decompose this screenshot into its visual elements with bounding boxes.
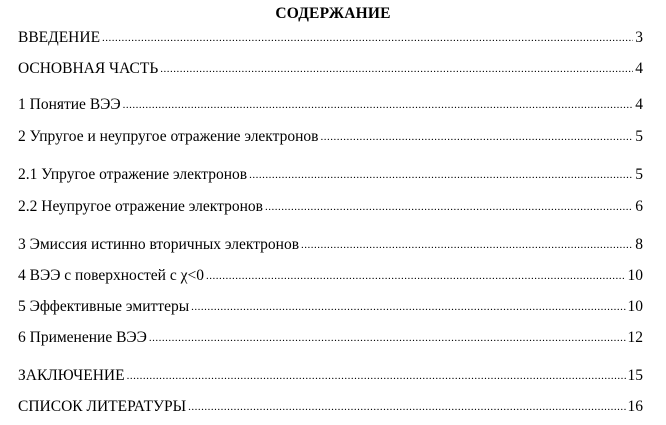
toc-page-number: 10 [627,298,643,315]
toc-page-number: 4 [635,60,643,77]
toc-entry-label: ОСНОВНАЯ ЧАСТЬ [18,60,159,77]
toc-entry-label: 5 Эффективные эмиттеры [18,298,190,315]
toc-dot-leader [206,266,626,286]
toc-entry-section-2 [18,127,643,148]
toc-entry-introduction [18,28,643,49]
toc-page-number: 8 [635,236,643,253]
toc-dot-leader [188,397,625,417]
toc-entry-label: 4 ВЭЭ с поверхностей с χ<0 [18,267,204,284]
toc-dot-leader [191,297,625,317]
toc-dot-leader [249,165,633,185]
toc-entry-section-2-2 [18,197,643,218]
toc-dot-leader [127,366,626,386]
toc-entry-label: 6 Применение ВЭЭ [18,329,147,346]
toc-page-number: 15 [627,367,643,384]
toc-entry-section-6 [18,328,643,349]
toc-entry-main-part [18,59,643,80]
toc-entry-conclusion [18,366,643,387]
toc-entry-label: СПИСОК ЛИТЕРАТУРЫ [18,398,187,415]
toc-entry-label: 2 Упругое и неупругое отражение электронов [18,128,319,145]
toc-dot-leader [102,28,633,48]
toc-dot-leader [301,235,633,255]
toc-page-number: 4 [635,96,643,113]
toc-entry-label: 3 Эмиссия истинно вторичных электронов [18,236,300,253]
toc-page-number: 10 [627,267,643,284]
toc-page-number: 6 [635,198,643,215]
toc-title: СОДЕРЖАНИЕ [275,5,391,22]
toc-entry-section-5 [18,297,643,318]
toc-page-number: 12 [627,329,643,346]
toc-dot-leader [320,127,633,147]
toc-entry-label: 2.1 Упругое отражение электронов [18,166,248,183]
toc-entry-label: ЗАКЛЮЧЕНИЕ [18,367,125,384]
toc-dot-leader [123,95,633,115]
toc-page-number: 16 [627,398,643,415]
toc-entry-section-1 [18,95,643,116]
toc-entry-section-3 [18,235,643,256]
toc-dot-leader [265,197,633,217]
toc-page-number: 3 [635,29,643,46]
toc-page-number: 5 [635,166,643,183]
toc-dot-leader [149,328,626,348]
toc-entry-label: 1 Понятие ВЭЭ [18,96,121,113]
toc-dot-leader [160,59,633,79]
toc-page-number: 5 [635,128,643,145]
toc-entry-references [18,397,643,418]
toc-entry-label: ВВЕДЕНИЕ [18,29,101,46]
toc-entry-section-4 [18,266,643,287]
toc-entry-section-2-1 [18,165,643,186]
toc-entry-label: 2.2 Неупругое отражение электронов [18,198,263,215]
